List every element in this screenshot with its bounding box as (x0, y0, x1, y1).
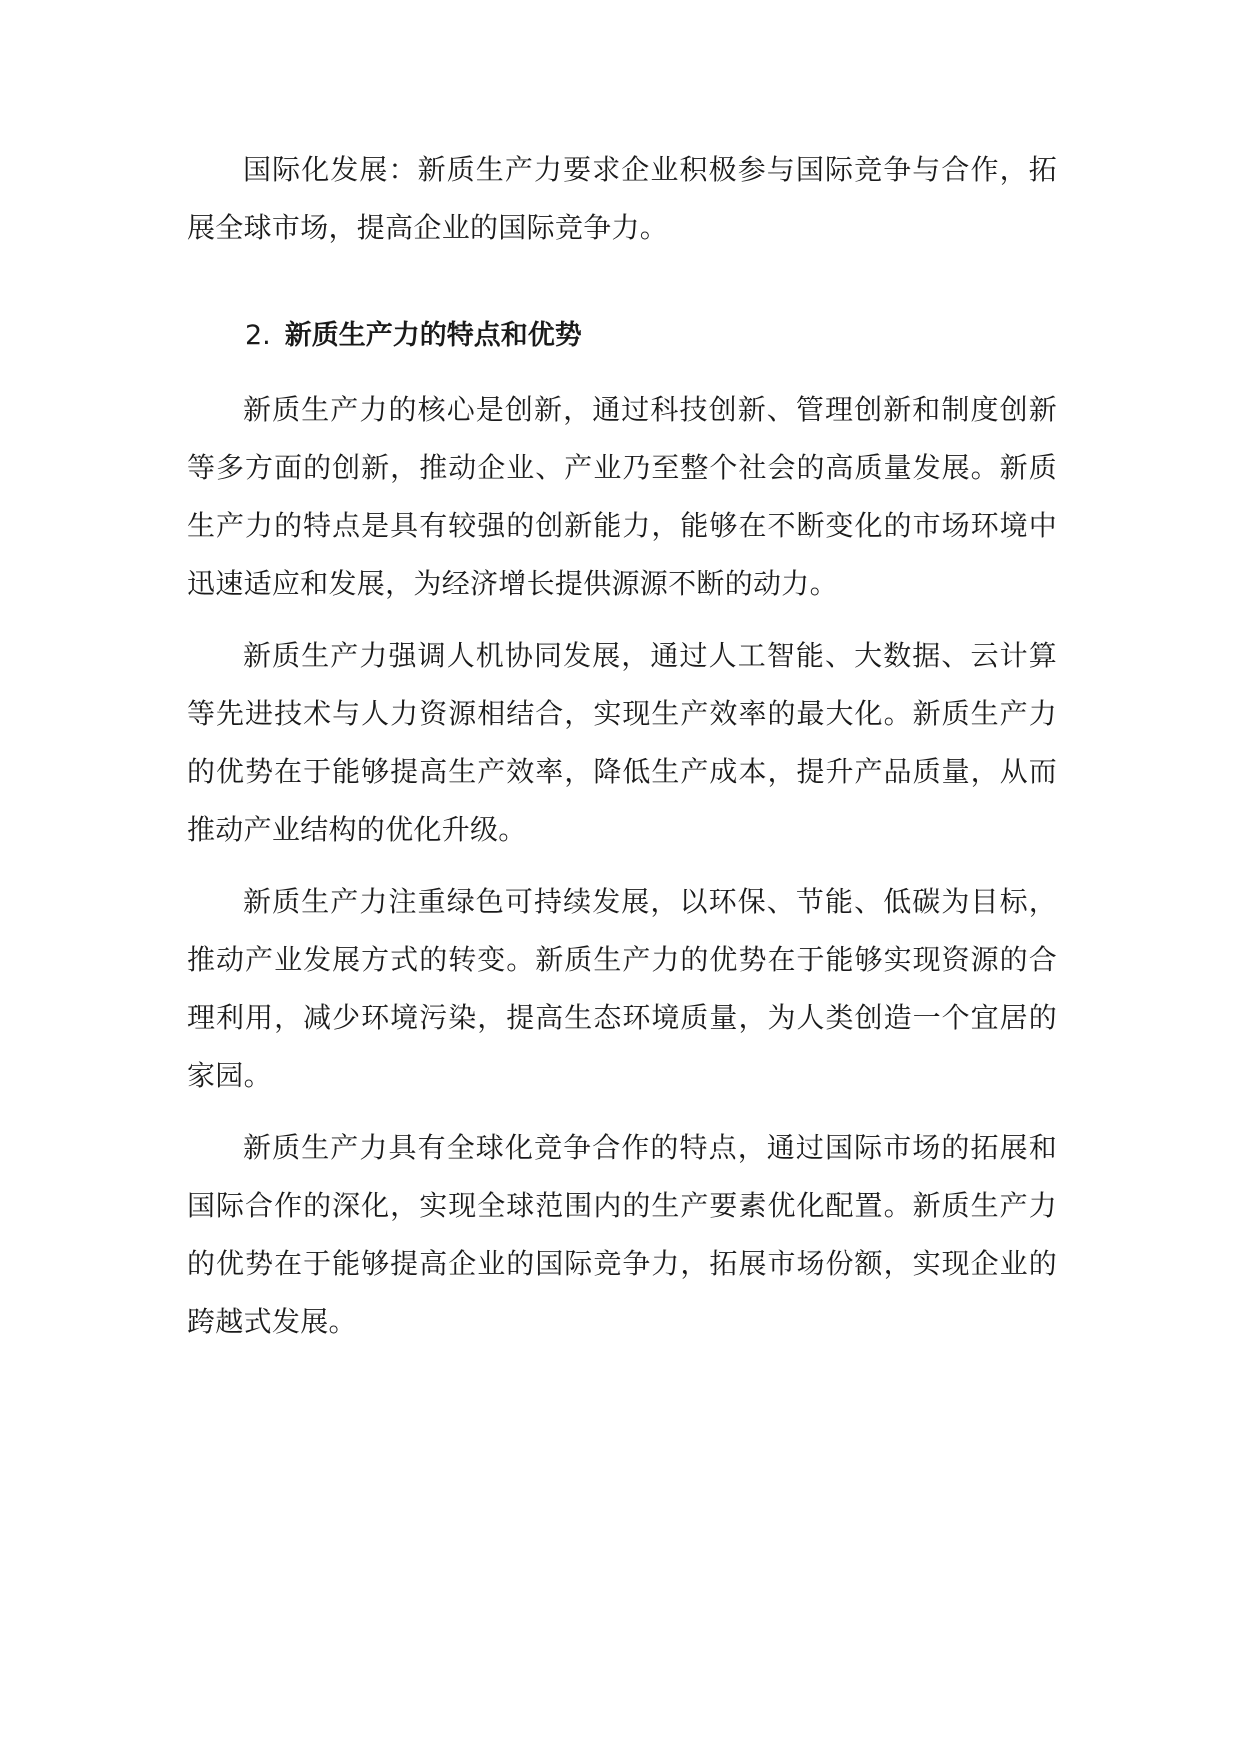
section-number: 2. (245, 320, 271, 351)
intro-paragraph: 国际化发展：新质生产力要求企业积极参与国际竞争与合作，拓展全球市场，提高企业的国际竞争力。 (187, 153, 1057, 244)
document-body (187, 141, 1057, 1351)
section-heading (187, 307, 1057, 365)
paragraph-globalization: 新质生产力具有全球化竞争合作的特点，通过国际市场的拓展和国际合作的深化，实现全球范围内的生产要素优化配置。新质生产力的优势在于能够提高企业的国际竞争力，拓展市场份额，实现企业的跨越式发展。 (187, 1131, 1057, 1338)
section-title: 新质生产力的特点和优势 (284, 320, 582, 351)
paragraph-green-development: 新质生产力注重绿色可持续发展，以环保、节能、低碳为目标，推动产业发展方式的转变。新质生产力的优势在于能够实现资源的合理利用，减少环境污染，提高生态环境质量，为人类创造一个宜居的家园。 (187, 885, 1057, 1092)
paragraph-human-machine: 新质生产力强调人机协同发展，通过人工智能、大数据、云计算等先进技术与人力资源相结合，实现生产效率的最大化。新质生产力的优势在于能够提高生产效率，降低生产成本，提升产品质量，从而推动产业结构的优化升级。 (187, 639, 1057, 846)
paragraph-innovation: 新质生产力的核心是创新，通过科技创新、管理创新和制度创新等多方面的创新，推动企业、产业乃至整个社会的高质量发展。新质生产力的特点是具有较强的创新能力，能够在不断变化的市场环境中迅速适应和发展，为经济增长提供源源不断的动力。 (187, 393, 1057, 600)
